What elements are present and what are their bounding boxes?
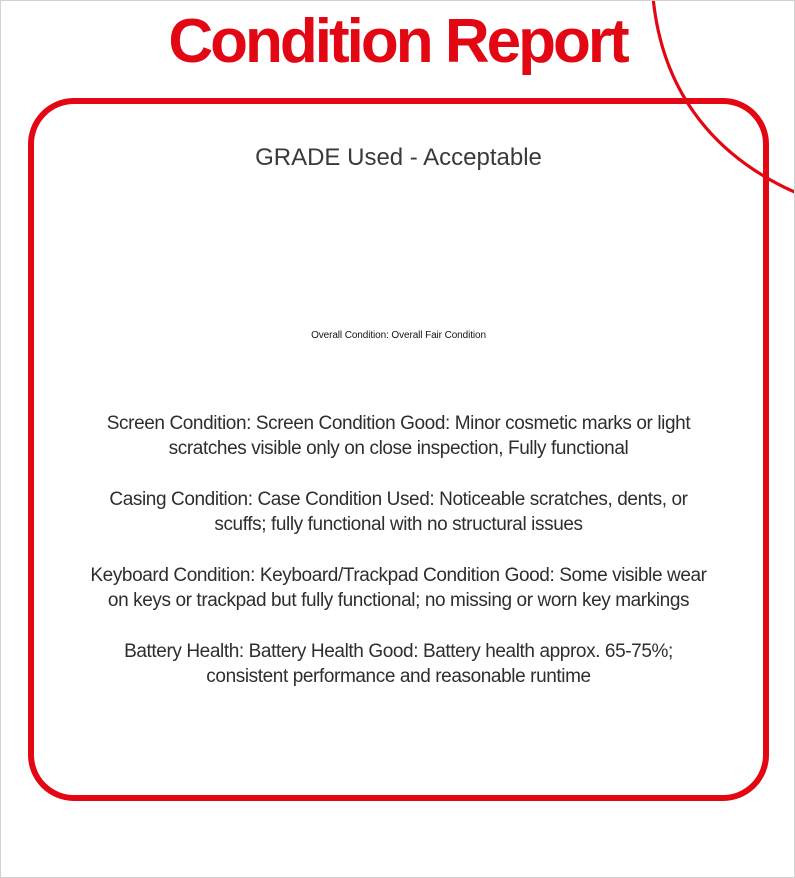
grade-heading: GRADE Used - Acceptable xyxy=(255,144,542,171)
section-text-line: Keyboard Condition: Keyboard/Trackpad Condition Good: Some visible wear xyxy=(90,565,707,586)
section-text-line: scuffs; fully functional with no structural issues xyxy=(214,514,583,535)
section-text-line: Battery Health: Battery Health Good: Battery health approx. 65-75%; xyxy=(124,641,673,662)
report-border-box xyxy=(28,98,769,801)
section-text-line: Casing Condition: Case Condition Used: Noticeable scratches, dents, or xyxy=(109,489,688,510)
section-battery-health xyxy=(34,639,763,689)
section-text-line: on keys or trackpad but fully functional; no missing or worn key markings xyxy=(107,590,690,611)
section-text-line: Screen Condition: Screen Condition Good: Minor cosmetic marks or light xyxy=(106,413,691,434)
section-casing-condition xyxy=(34,487,763,537)
section-text-line: scratches visible only on close inspection, Fully functional xyxy=(168,438,629,459)
condition-sections xyxy=(34,411,763,689)
overall-condition-text: Overall Condition: Overall Fair Condition xyxy=(311,330,486,341)
section-text-line: consistent performance and reasonable runtime xyxy=(206,666,591,687)
section-screen-condition xyxy=(34,411,763,461)
section-keyboard-condition xyxy=(34,563,763,613)
page-title: Condition Report xyxy=(168,7,627,76)
